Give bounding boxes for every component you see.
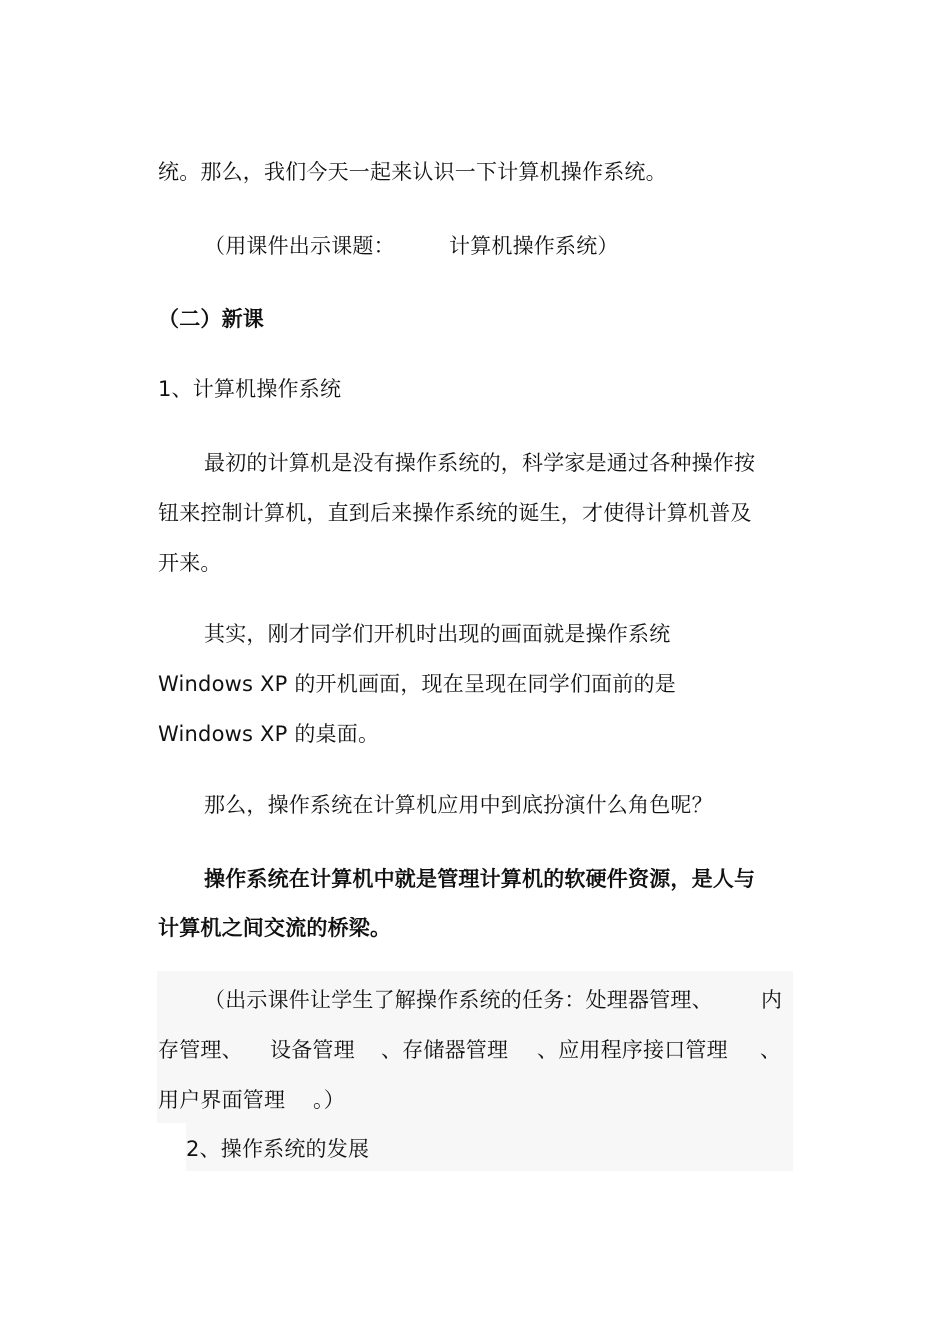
paragraph-5-line-3b: 。） [313,1088,345,1112]
paragraph-3: 那么，操作系统在计算机应用中到底扮演什么角色呢？ [204,793,713,817]
paragraph-1-line-1: 最初的计算机是没有操作系统的，科学家是通过各种操作按 [204,451,756,475]
paragraph-5-line-3a: 用户界面管理 [158,1088,286,1112]
paragraph-5-line-2b: 设备管理 [270,1038,355,1062]
paragraph-2-line-2: Windows XP 的开机画面，现在呈现在同学们面前的是 [158,672,676,696]
topic-title: 计算机操作系统） [449,234,619,258]
paragraph-5-line-2c: 、存储器管理 [381,1038,509,1062]
paragraph-4-line-1: 操作系统在计算机中就是管理计算机的软硬件资源，是人与 [204,867,756,891]
heading-new-lesson: （二）新课 [158,307,264,331]
paragraph-2-line-3: Windows XP 的桌面。 [158,722,380,746]
heading-section-2: 2、操作系统的发展 [186,1137,370,1161]
paragraph-5-line-1a: （出示课件让学生了解操作系统的任务：处理器管理、 [204,988,713,1012]
paragraph-2-line-1: 其实，刚才同学们开机时出现的画面就是操作系统 [204,622,671,646]
topic-prefix: （用课件出示课题： [204,234,395,258]
paragraph-5-line-2d: 、应用程序接口管理 [537,1038,728,1062]
paragraph-5-line-1b: 内 [761,988,783,1012]
heading-section-1: 1、计算机操作系统 [158,377,342,401]
paragraph-1-line-2: 钮来控制计算机，直到后来操作系统的诞生，才使得计算机普及 [158,501,752,525]
paragraph-5-line-2a: 存管理、 [158,1038,243,1062]
paragraph-4-line-2: 计算机之间交流的桥梁。 [158,916,392,940]
paragraph-intro: 统。那么，我们今天一起来认识一下计算机操作系统。 [158,160,667,184]
paragraph-1-line-3: 开来。 [158,551,222,575]
paragraph-5-line-2e: 、 [760,1038,782,1062]
